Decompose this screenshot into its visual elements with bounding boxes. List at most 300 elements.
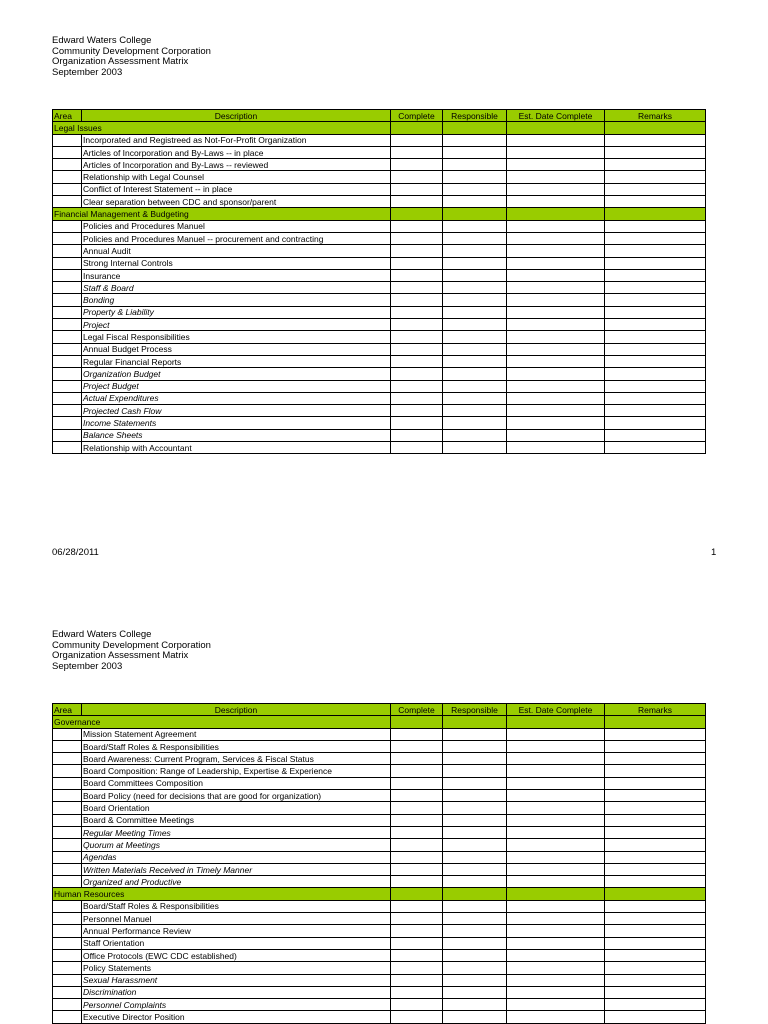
remarks-cell [605,753,706,765]
area-cell [53,949,82,961]
document-header [52,36,211,78]
est-date-cell [507,765,605,777]
section-row [53,208,706,220]
area-cell [53,159,82,171]
table-row [53,925,706,937]
table-row [53,405,706,417]
remarks-cell [605,802,706,814]
responsible-cell [443,355,507,367]
complete-cell [391,331,443,343]
est-date-cell [507,814,605,826]
column-header-remarks: Remarks [605,704,706,716]
est-date-cell [507,753,605,765]
complete-cell [391,232,443,244]
responsible-cell [443,146,507,158]
est-date-cell [507,913,605,925]
responsible-cell [443,417,507,429]
responsible-cell [443,839,507,851]
table-row [53,257,706,269]
area-cell [53,245,82,257]
responsible-cell [443,777,507,789]
item-description: Board Awareness: Current Program, Services & Fiscal Status [82,753,391,765]
table-row [53,814,706,826]
responsible-cell [443,294,507,306]
complete-cell [391,196,443,208]
item-description: Board Composition: Range of Leadership, Expertise & Experience [82,765,391,777]
table-row [53,777,706,789]
footer-date: 06/28/2011 [52,547,99,558]
remarks-cell [605,728,706,740]
remarks-cell [605,839,706,851]
table-row [53,282,706,294]
item-description: Board Committees Composition [82,777,391,789]
complete-cell [391,962,443,974]
responsible-cell [443,876,507,888]
area-cell [53,851,82,863]
item-description: Conflict of Interest Statement -- in place [82,183,391,195]
est-date-cell [507,777,605,789]
complete-cell [391,294,443,306]
table-row [53,245,706,257]
responsible-cell [443,949,507,961]
complete-cell [391,257,443,269]
remarks-cell [605,171,706,183]
sub-item-description: Agendas [82,851,391,863]
area-cell [53,802,82,814]
responsible-cell [443,380,507,392]
item-description: Policies and Procedures Manuel -- procurement and contracting [82,232,391,244]
table-row [53,355,706,367]
item-description: Board Orientation [82,802,391,814]
complete-cell [391,319,443,331]
responsible-cell [443,925,507,937]
complete-cell [391,986,443,998]
table-row [53,392,706,404]
complete-cell [391,392,443,404]
table-row [53,232,706,244]
complete-cell [391,355,443,367]
responsible-cell [443,134,507,146]
table-row [53,146,706,158]
area-cell [53,814,82,826]
area-cell [53,306,82,318]
responsible-cell [443,319,507,331]
complete-cell [391,728,443,740]
section-cell [605,208,706,220]
est-date-cell [507,380,605,392]
complete-cell [391,282,443,294]
est-date-cell [507,146,605,158]
responsible-cell [443,790,507,802]
responsible-cell [443,913,507,925]
est-date-cell [507,257,605,269]
header-date: September 2003 [52,660,123,672]
table-row [53,876,706,888]
est-date-cell [507,999,605,1011]
remarks-cell [605,814,706,826]
complete-cell [391,913,443,925]
complete-cell [391,790,443,802]
area-cell [53,196,82,208]
item-description: Articles of Incorporation and By-Laws -- reviewed [82,159,391,171]
responsible-cell [443,900,507,912]
sub-item-description: Projected Cash Flow [82,405,391,417]
area-cell [53,183,82,195]
area-cell [53,863,82,875]
est-date-cell [507,405,605,417]
item-description: Annual Performance Review [82,925,391,937]
item-description: Board/Staff Roles & Responsibilities [82,740,391,752]
complete-cell [391,814,443,826]
complete-cell [391,839,443,851]
table-row [53,331,706,343]
est-date-cell [507,728,605,740]
area-cell [53,220,82,232]
responsible-cell [443,282,507,294]
section-label: Human Resources [53,888,391,900]
table-row [53,839,706,851]
table-row [53,753,706,765]
table-row [53,183,706,195]
header-matrix-title: Organization Assessment Matrix [52,650,189,661]
remarks-cell [605,294,706,306]
complete-cell [391,1011,443,1023]
table-row [53,294,706,306]
est-date-cell [507,790,605,802]
complete-cell [391,740,443,752]
responsible-cell [443,999,507,1011]
est-date-cell [507,331,605,343]
header-college: Edward Waters College [52,35,152,46]
area-cell [53,913,82,925]
complete-cell [391,442,443,454]
complete-cell [391,159,443,171]
est-date-cell [507,740,605,752]
sub-item-description: Personnel Complaints [82,999,391,1011]
responsible-cell [443,728,507,740]
item-description: Articles of Incorporation and By-Laws -- in place [82,146,391,158]
item-description: Policies and Procedures Manuel [82,220,391,232]
est-date-cell [507,134,605,146]
remarks-cell [605,765,706,777]
est-date-cell [507,876,605,888]
est-date-cell [507,196,605,208]
table-row [53,765,706,777]
item-description: Policy Statements [82,962,391,974]
responsible-cell [443,851,507,863]
responsible-cell [443,368,507,380]
complete-cell [391,863,443,875]
remarks-cell [605,183,706,195]
responsible-cell [443,753,507,765]
remarks-cell [605,232,706,244]
area-cell [53,294,82,306]
table-row [53,417,706,429]
section-cell [507,888,605,900]
sub-item-description: Organization Budget [82,368,391,380]
complete-cell [391,134,443,146]
item-description: Strong Internal Controls [82,257,391,269]
area-cell [53,974,82,986]
item-description: Executive Director Position [82,1011,391,1023]
complete-cell [391,777,443,789]
responsible-cell [443,974,507,986]
area-cell [53,171,82,183]
area-cell [53,282,82,294]
sub-item-description: Bonding [82,294,391,306]
complete-cell [391,269,443,281]
complete-cell [391,306,443,318]
area-cell [53,417,82,429]
table-row [53,740,706,752]
responsible-cell [443,863,507,875]
est-date-cell [507,282,605,294]
table-row [53,220,706,232]
table-row [53,319,706,331]
remarks-cell [605,134,706,146]
column-header-responsible: Responsible [443,704,507,716]
table-row [53,974,706,986]
table-row [53,380,706,392]
area-cell [53,257,82,269]
remarks-cell [605,380,706,392]
remarks-cell [605,949,706,961]
sub-item-description: Income Statements [82,417,391,429]
responsible-cell [443,405,507,417]
column-header-remarks: Remarks [605,110,706,122]
area-cell [53,790,82,802]
table-row [53,802,706,814]
area-cell [53,232,82,244]
est-date-cell [507,269,605,281]
table-header-row [53,110,706,122]
column-header-complete: Complete [391,110,443,122]
responsible-cell [443,802,507,814]
complete-cell [391,380,443,392]
item-description: Personnel Manuel [82,913,391,925]
responsible-cell [443,937,507,949]
table-row [53,863,706,875]
complete-cell [391,146,443,158]
complete-cell [391,765,443,777]
table-row [53,949,706,961]
column-header-responsible: Responsible [443,110,507,122]
area-cell [53,876,82,888]
section-row [53,888,706,900]
est-date-cell [507,368,605,380]
complete-cell [391,368,443,380]
area-cell [53,442,82,454]
item-description: Annual Audit [82,245,391,257]
remarks-cell [605,863,706,875]
table-row [53,962,706,974]
complete-cell [391,937,443,949]
section-cell [507,208,605,220]
section-cell [443,208,507,220]
area-cell [53,826,82,838]
est-date-cell [507,851,605,863]
est-date-cell [507,159,605,171]
est-date-cell [507,974,605,986]
est-date-cell [507,863,605,875]
column-header-complete: Complete [391,704,443,716]
est-date-cell [507,343,605,355]
area-cell [53,900,82,912]
responsible-cell [443,986,507,998]
column-header-description: Description [82,110,391,122]
section-cell [391,888,443,900]
est-date-cell [507,429,605,441]
remarks-cell [605,355,706,367]
complete-cell [391,851,443,863]
complete-cell [391,183,443,195]
responsible-cell [443,740,507,752]
remarks-cell [605,392,706,404]
sub-item-description: Actual Expenditures [82,392,391,404]
responsible-cell [443,331,507,343]
est-date-cell [507,319,605,331]
est-date-cell [507,802,605,814]
est-date-cell [507,949,605,961]
item-description: Clear separation between CDC and sponsor/parent [82,196,391,208]
item-description: Regular Financial Reports [82,355,391,367]
area-cell [53,986,82,998]
est-date-cell [507,294,605,306]
remarks-cell [605,245,706,257]
complete-cell [391,925,443,937]
remarks-cell [605,220,706,232]
section-cell [391,716,443,728]
est-date-cell [507,986,605,998]
table-row [53,171,706,183]
area-cell [53,839,82,851]
remarks-cell [605,269,706,281]
remarks-cell [605,974,706,986]
sub-item-description: Quorum at Meetings [82,839,391,851]
table-row [53,728,706,740]
area-cell [53,355,82,367]
table-row [53,134,706,146]
document-header [52,630,211,672]
table-row [53,442,706,454]
remarks-cell [605,876,706,888]
responsible-cell [443,306,507,318]
area-cell [53,937,82,949]
remarks-cell [605,1011,706,1023]
responsible-cell [443,392,507,404]
remarks-cell [605,740,706,752]
sub-item-description: Organized and Productive [82,876,391,888]
header-college: Edward Waters College [52,629,152,640]
sub-item-description: Written Materials Received in Timely Manner [82,863,391,875]
complete-cell [391,876,443,888]
table-row [53,269,706,281]
table-row [53,826,706,838]
complete-cell [391,949,443,961]
area-cell [53,319,82,331]
responsible-cell [443,765,507,777]
responsible-cell [443,429,507,441]
complete-cell [391,343,443,355]
item-description: Legal Fiscal Responsibilities [82,331,391,343]
column-header-area: Area [53,704,82,716]
table-row [53,368,706,380]
section-label: Financial Management & Budgeting [53,208,391,220]
column-header-description: Description [82,704,391,716]
area-cell [53,134,82,146]
item-description: Incorporated and Registreed as Not-For-Profit Organization [82,134,391,146]
area-cell [53,753,82,765]
area-cell [53,380,82,392]
table-row [53,851,706,863]
sub-item-description: Project [82,319,391,331]
table-row [53,1011,706,1023]
remarks-cell [605,986,706,998]
area-cell [53,777,82,789]
table-row [53,900,706,912]
remarks-cell [605,196,706,208]
complete-cell [391,974,443,986]
table-row [53,999,706,1011]
section-cell [391,122,443,134]
section-cell [605,888,706,900]
area-cell [53,146,82,158]
remarks-cell [605,417,706,429]
est-date-cell [507,355,605,367]
est-date-cell [507,183,605,195]
est-date-cell [507,839,605,851]
table-row [53,343,706,355]
item-description: Board & Committee Meetings [82,814,391,826]
item-description: Relationship with Legal Counsel [82,171,391,183]
est-date-cell [507,392,605,404]
responsible-cell [443,442,507,454]
section-cell [443,716,507,728]
table-row [53,306,706,318]
area-cell [53,728,82,740]
column-header-est-date: Est. Date Complete [507,704,605,716]
remarks-cell [605,319,706,331]
remarks-cell [605,900,706,912]
section-cell [605,716,706,728]
sub-item-description: Project Budget [82,380,391,392]
est-date-cell [507,925,605,937]
complete-cell [391,220,443,232]
complete-cell [391,171,443,183]
item-description: Office Protocols (EWC CDC established) [82,949,391,961]
section-label: Governance [53,716,391,728]
area-cell [53,392,82,404]
responsible-cell [443,232,507,244]
sub-item-description: Property & Liability [82,306,391,318]
est-date-cell [507,937,605,949]
complete-cell [391,900,443,912]
complete-cell [391,245,443,257]
area-cell [53,925,82,937]
responsible-cell [443,196,507,208]
header-matrix-title: Organization Assessment Matrix [52,56,189,67]
area-cell [53,740,82,752]
section-cell [443,122,507,134]
table-row [53,913,706,925]
item-description: Board Policy (need for decisions that are good for organization) [82,790,391,802]
sub-item-description: Discrimination [82,986,391,998]
area-cell [53,405,82,417]
remarks-cell [605,282,706,294]
complete-cell [391,753,443,765]
est-date-cell [507,442,605,454]
section-cell [443,888,507,900]
